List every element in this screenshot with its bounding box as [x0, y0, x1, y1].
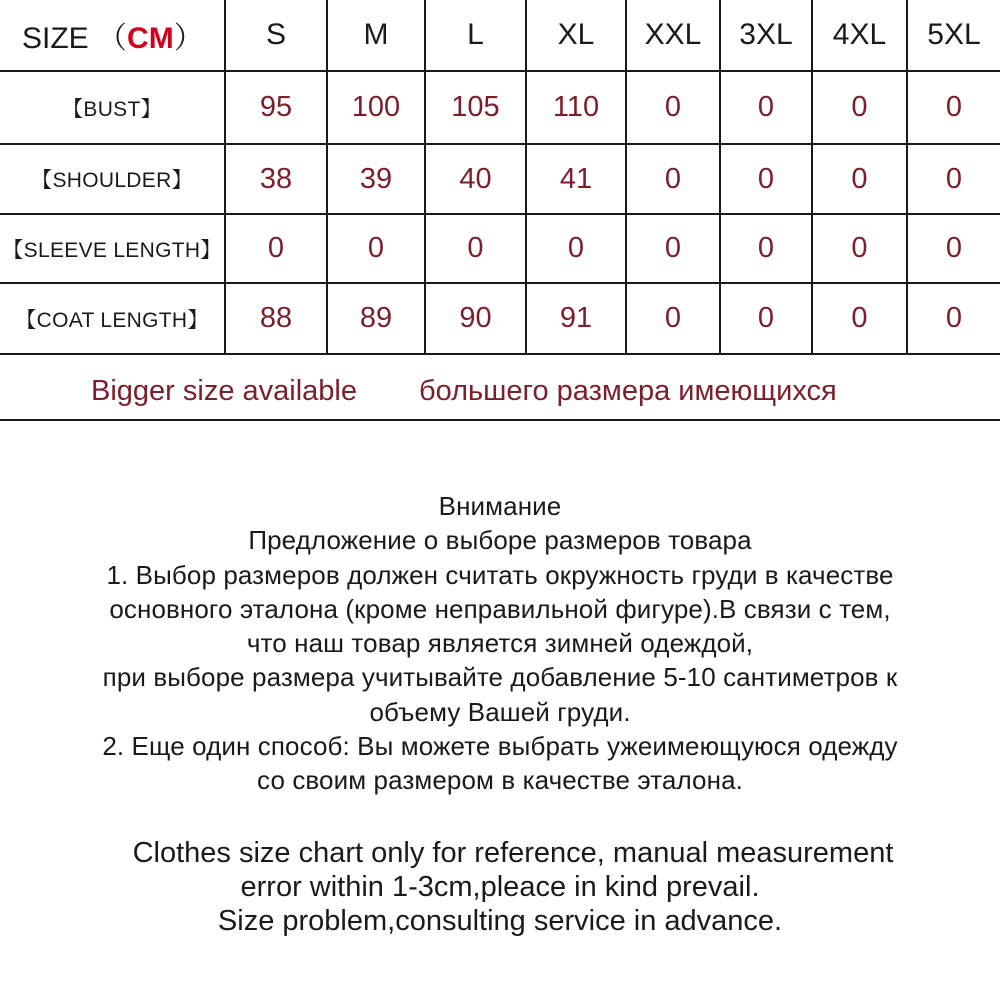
table-cell: 0: [907, 283, 1000, 354]
table-cell: 0: [626, 283, 720, 354]
table-cell: 0: [720, 71, 812, 144]
size-header-cell: XL: [526, 0, 626, 71]
measurement-disclaimer: [0, 836, 1000, 938]
table-cell: 0: [225, 214, 327, 283]
table-cell: 0: [812, 214, 907, 283]
notes-heading: Внимание: [438, 491, 562, 521]
bigger-size-banner: [0, 355, 1000, 421]
table-cell: 0: [526, 214, 626, 283]
table-cell: 89: [327, 283, 425, 354]
table-row-sleeve-length: [0, 214, 1000, 283]
table-cell: 100: [327, 71, 425, 144]
size-header-cell: M: [327, 0, 425, 71]
disclaimer-line: Size problem,consulting service in advance.: [217, 905, 783, 937]
table-cell: 90: [425, 283, 526, 354]
table-cell: 0: [720, 144, 812, 214]
table-cell: 40: [425, 144, 526, 214]
table-cell: 38: [225, 144, 327, 214]
row-label-shoulder: 【SHOULDER】: [0, 144, 225, 214]
size-header-label: SIZE: [22, 22, 89, 55]
table-cell: 0: [626, 71, 720, 144]
notes-line: что наш товар является зимней одеждой,: [246, 628, 754, 659]
row-label-coat-length: 【COAT LENGTH】: [0, 283, 225, 354]
size-header-cell: S: [225, 0, 327, 71]
row-label-sleeve-length: 【SLEEVE LENGTH】: [0, 214, 225, 283]
notes-line: со своим размером в качестве эталона.: [257, 765, 743, 796]
size-header-cell: 4XL: [812, 0, 907, 71]
table-cell: 0: [425, 214, 526, 283]
unit-close-paren: ）: [173, 22, 204, 55]
table-cell: 105: [425, 71, 526, 144]
table-cell: 95: [225, 71, 327, 144]
size-header-cell: 5XL: [907, 0, 1000, 71]
unit-open-paren: （: [97, 22, 128, 55]
notes-line: 1. Выбор размеров должен считать окружность груди в качестве: [106, 559, 894, 590]
table-cell: 0: [626, 144, 720, 214]
table-cell: 0: [720, 214, 812, 283]
size-header-cell: 3XL: [720, 0, 812, 71]
table-cell: 88: [225, 283, 327, 354]
table-cell: 39: [327, 144, 425, 214]
table-row-bust: [0, 71, 1000, 144]
row-label-bust: 【BUST】: [0, 71, 225, 144]
table-cell: 0: [907, 144, 1000, 214]
table-cell: 0: [812, 144, 907, 214]
notes-line: 2. Еще один способ: Вы можете выбрать ужеимеющуюся одежду: [102, 731, 898, 762]
table-cell: 0: [812, 71, 907, 144]
table-cell: 0: [626, 214, 720, 283]
notes-line: при выборе размера учитывайте добавление 5-10 сантиметров к: [102, 662, 898, 693]
bigger-size-text-ru: большего размера имеющихся: [419, 375, 837, 407]
table-cell: 0: [812, 283, 907, 354]
unit-label: CM: [127, 22, 174, 55]
table-cell: 91: [526, 283, 626, 354]
size-header-row: [0, 0, 1000, 71]
table-row-shoulder: [0, 144, 1000, 214]
size-unit-header: [0, 0, 225, 71]
bigger-size-text-en: Bigger size available: [91, 375, 357, 407]
table-cell: 0: [720, 283, 812, 354]
notes-line: объему Вашей груди.: [369, 696, 631, 727]
size-header-cell: XXL: [626, 0, 720, 71]
table-cell: 0: [907, 71, 1000, 144]
table-cell: 110: [526, 71, 626, 144]
size-advice-notes: [0, 489, 1000, 798]
notes-subheading: Предложение о выборе размеров товара: [248, 525, 752, 556]
table-row-coat-length: [0, 283, 1000, 354]
table-cell: 0: [907, 214, 1000, 283]
size-chart-table: [0, 0, 1000, 355]
disclaimer-line: Clothes size chart only for reference, manual measurement: [132, 837, 894, 869]
disclaimer-line: error within 1-3cm,pleace in kind prevail.: [240, 871, 760, 903]
notes-line: основного эталона (кроме неправильной фигуре).В связи с тем,: [109, 593, 891, 624]
size-header-cell: L: [425, 0, 526, 71]
table-cell: 41: [526, 144, 626, 214]
table-cell: 0: [327, 214, 425, 283]
